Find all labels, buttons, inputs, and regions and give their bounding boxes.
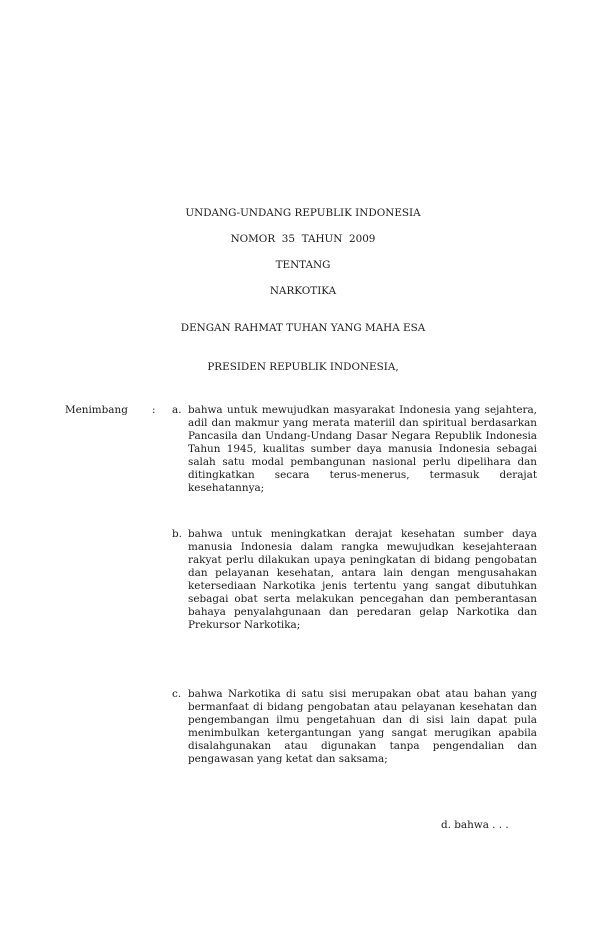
subject-heading: NARKOTIKA <box>269 285 337 297</box>
item-marker: c. <box>172 688 182 700</box>
about-heading: TENTANG <box>275 259 331 271</box>
item-text: bahwa Narkotika di satu sisi merupakan obat atau bahan yang bermanfaat di bidang pengobatan atau pelayanan kesehatan dan pengembangan ilmu pengetahuan dan di sisi lain dapat pula menimbulkan ketergantungan yang sangat merugikan apabila disalahgunakan atau digunakan tanpa pengendalian dan pengawasan yang ketat dan saksama; <box>188 688 537 765</box>
page-continuation-marker: d. bahwa . . . <box>441 819 509 831</box>
law-type-heading: UNDANG-UNDANG REPUBLIK INDONESIA <box>185 207 421 219</box>
considering-label: Menimbang <box>65 404 128 416</box>
item-text: bahwa untuk mewujudkan masyarakat Indonesia yang sejahtera, adil dan makmur yang merata materiil dan spiritual berdasarkan Pancasila dan Undang-Undang Dasar Negara Republik Indonesia Tahun 1945, kualitas sumber daya manusia Indonesia sebagai salah satu modal pembangunan nasional perlu dipelihara dan ditingkatkan secara terus-menerus, termasuk derajat kesehatannya; <box>188 404 537 494</box>
item-marker: a. <box>172 404 182 416</box>
item-marker: b. <box>172 528 182 540</box>
invocation-line: DENGAN RAHMAT TUHAN YANG MAHA ESA <box>180 322 426 334</box>
considering-colon: : <box>152 404 156 416</box>
enactor-line: PRESIDEN REPUBLIK INDONESIA, <box>207 361 399 373</box>
law-number-heading: NOMOR 35 TAHUN 2009 <box>230 233 376 245</box>
item-text: bahwa untuk meningkatkan derajat kesehatan sumber daya manusia Indonesia dalam rangka mewujudkan kesejahteraan rakyat perlu dilakukan upaya peningkatan di bidang pengobatan dan pelayanan kesehatan, antara lain dengan mengusahakan ketersediaan Narkotika jenis tertentu yang sangat dibutuhkan sebagai obat serta melakukan pencegahan dan pemberantasan bahaya penyalahgunaan dan peredaran gelap Narkotika dan Prekursor Narkotika; <box>188 528 537 631</box>
